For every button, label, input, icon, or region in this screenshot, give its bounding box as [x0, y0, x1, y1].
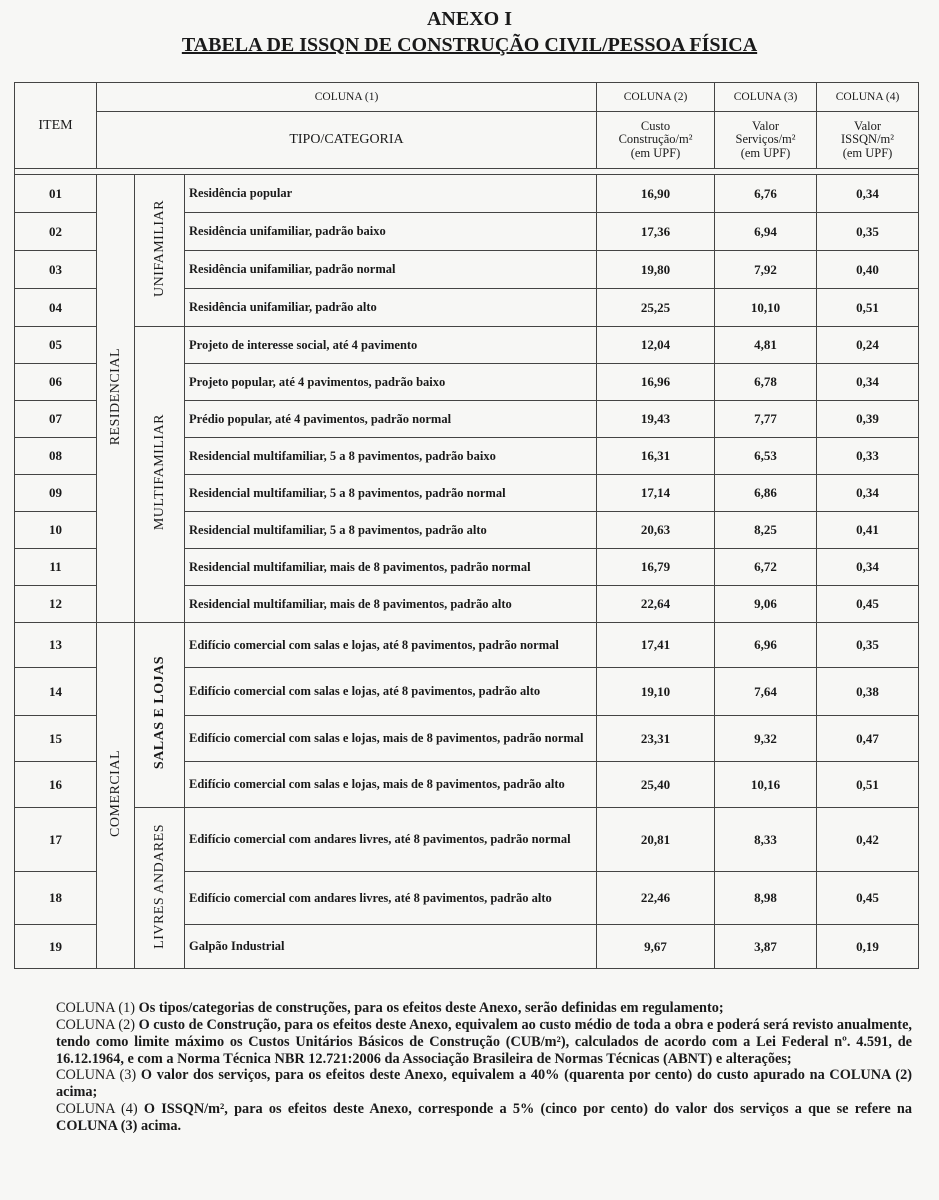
- custo-construcao-value: 19,10: [597, 668, 715, 716]
- valor-issqn-value: 0,40: [817, 251, 919, 289]
- custo-construcao-value: 12,04: [597, 327, 715, 364]
- note-1-label: COLUNA (1): [56, 1000, 139, 1016]
- valor-servicos-value: 8,25: [715, 512, 817, 549]
- valor-issqn-value: 0,51: [817, 289, 919, 327]
- subgroup-livres-andares-label: LIVRES ANDARES: [151, 823, 167, 949]
- valor-servicos-value: 6,86: [715, 475, 817, 512]
- valor-servicos-value: 9,32: [715, 716, 817, 762]
- category-description: Projeto popular, até 4 pavimentos, padrão baixo: [185, 364, 597, 401]
- valor-servicos-value: 6,53: [715, 438, 817, 475]
- header-col4: COLUNA (4): [817, 83, 919, 112]
- valor-servicos-value: 3,87: [715, 925, 817, 969]
- subgroup-multifamiliar: [135, 327, 185, 623]
- table-row: [15, 808, 919, 872]
- table-title: TABELA DE ISSQN DE CONSTRUÇÃO CIVIL/PESSOA FÍSICA: [181, 34, 758, 56]
- item-number: 10: [15, 512, 97, 549]
- category-description: Prédio popular, até 4 pavimentos, padrão normal: [185, 401, 597, 438]
- note-2-text: O custo de Construção, para os efeitos deste Anexo, equivalem ao custo médio de toda a obra e poderá será revisto anualmente, tendo como limite máximo os Custos Unitários Básicos de Construção (CUB/m²), calculados de acordo com a Lei Federal nº. 4.591, de 16.12.1964, e com a Norma Técnica NBR 12.721:2006 da Associação Brasileira de Normas Técnicas (ABNT) e alterações;: [56, 1016, 912, 1067]
- valor-servicos-value: 6,72: [715, 549, 817, 586]
- item-number: 08: [15, 438, 97, 475]
- category-description: Residência unifamiliar, padrão normal: [185, 251, 597, 289]
- category-description: Projeto de interesse social, até 4 pavimento: [185, 327, 597, 364]
- valor-issqn-value: 0,33: [817, 438, 919, 475]
- custo-construcao-value: 9,67: [597, 925, 715, 969]
- custo-construcao-value: 17,41: [597, 623, 715, 668]
- valor-issqn-value: 0,38: [817, 668, 919, 716]
- valor-issqn-value: 0,19: [817, 925, 919, 969]
- item-number: 13: [15, 623, 97, 668]
- custo-construcao-value: 16,96: [597, 364, 715, 401]
- custo-construcao-value: 25,25: [597, 289, 715, 327]
- valor-issqn-value: 0,35: [817, 623, 919, 668]
- category-description: Edifício comercial com salas e lojas, até 8 pavimentos, padrão normal: [185, 623, 597, 668]
- category-description: Residencial multifamiliar, 5 a 8 pavimentos, padrão alto: [185, 512, 597, 549]
- valor-servicos-value: 7,92: [715, 251, 817, 289]
- header-tipo: TIPO/CATEGORIA: [97, 112, 597, 169]
- group-comercial-label: COMERCIAL: [107, 750, 123, 837]
- valor-issqn-value: 0,47: [817, 716, 919, 762]
- valor-issqn-value: 0,34: [817, 364, 919, 401]
- item-number: 11: [15, 549, 97, 586]
- header-row-2: [15, 112, 919, 169]
- note-coluna-4: [56, 1101, 912, 1135]
- category-description: Residencial multifamiliar, 5 a 8 pavimentos, padrão normal: [185, 475, 597, 512]
- note-4-label: COLUNA (4): [56, 1101, 144, 1118]
- note-coluna-2: [56, 1017, 912, 1068]
- note-3-label: COLUNA (3): [56, 1067, 141, 1084]
- header-col1: COLUNA (1): [97, 83, 597, 112]
- subgroup-livres-andares: [135, 808, 185, 969]
- subgroup-unifamiliar-label: UNIFAMILIAR: [151, 199, 167, 297]
- table-row: [15, 175, 919, 213]
- table-row: [15, 623, 919, 668]
- item-number: 04: [15, 289, 97, 327]
- valor-servicos-value: 7,77: [715, 401, 817, 438]
- category-description: Edifício comercial com andares livres, até 8 pavimentos, padrão normal: [185, 808, 597, 872]
- header-custo: [597, 112, 715, 169]
- group-residencial: [97, 175, 135, 623]
- custo-construcao-value: 16,79: [597, 549, 715, 586]
- category-description: Edifício comercial com salas e lojas, até 8 pavimentos, padrão alto: [185, 668, 597, 716]
- custo-construcao-value: 16,31: [597, 438, 715, 475]
- custo-construcao-value: 22,46: [597, 872, 715, 925]
- valor-issqn-value: 0,34: [817, 475, 919, 512]
- valor-servicos-value: 8,33: [715, 808, 817, 872]
- header-issqn-line3: (em UPF): [842, 145, 893, 160]
- subgroup-salas-lojas-label: SALAS E LOJAS: [151, 656, 167, 770]
- custo-construcao-value: 25,40: [597, 762, 715, 808]
- valor-servicos-value: 8,98: [715, 872, 817, 925]
- item-number: 17: [15, 808, 97, 872]
- custo-construcao-value: 17,14: [597, 475, 715, 512]
- item-number: 06: [15, 364, 97, 401]
- annex-title: ANEXO I: [426, 8, 512, 30]
- note-2-label: COLUNA (2): [56, 1016, 139, 1033]
- category-description: Galpão Industrial: [185, 925, 597, 969]
- custo-construcao-value: 19,80: [597, 251, 715, 289]
- item-number: 19: [15, 925, 97, 969]
- custo-construcao-value: 17,36: [597, 213, 715, 251]
- header-issqn-line1: Valor: [853, 119, 882, 134]
- valor-servicos-value: 6,78: [715, 364, 817, 401]
- category-description: Residencial multifamiliar, mais de 8 pavimentos, padrão alto: [185, 586, 597, 623]
- category-description: Edifício comercial com salas e lojas, mais de 8 pavimentos, padrão alto: [185, 762, 597, 808]
- valor-issqn-value: 0,24: [817, 327, 919, 364]
- category-description: Edifício comercial com andares livres, até 8 pavimentos, padrão alto: [185, 872, 597, 925]
- item-number: 07: [15, 401, 97, 438]
- valor-servicos-value: 4,81: [715, 327, 817, 364]
- valor-issqn-value: 0,34: [817, 175, 919, 213]
- category-description: Residência unifamiliar, padrão baixo: [185, 213, 597, 251]
- header-issqn-line2: ISSQN/m²: [840, 132, 895, 147]
- category-description: Edifício comercial com salas e lojas, mais de 8 pavimentos, padrão normal: [185, 716, 597, 762]
- header-custo-line1: Custo: [640, 119, 671, 134]
- valor-servicos-value: 9,06: [715, 586, 817, 623]
- group-residencial-label: RESIDENCIAL: [107, 347, 123, 446]
- category-description: Residencial multifamiliar, mais de 8 pavimentos, padrão normal: [185, 549, 597, 586]
- valor-issqn-value: 0,41: [817, 512, 919, 549]
- header-col3: COLUNA (3): [715, 83, 817, 112]
- header-col2: COLUNA (2): [597, 83, 715, 112]
- valor-issqn-value: 0,45: [817, 586, 919, 623]
- custo-construcao-value: 16,90: [597, 175, 715, 213]
- item-number: 09: [15, 475, 97, 512]
- item-number: 03: [15, 251, 97, 289]
- note-coluna-1: [56, 1000, 912, 1017]
- column-notes: [56, 1000, 912, 1135]
- category-description: Residência popular: [185, 175, 597, 213]
- custo-construcao-value: 20,81: [597, 808, 715, 872]
- valor-servicos-value: 6,76: [715, 175, 817, 213]
- valor-servicos-value: 10,10: [715, 289, 817, 327]
- subgroup-unifamiliar: [135, 175, 185, 327]
- item-number: 12: [15, 586, 97, 623]
- item-number: 15: [15, 716, 97, 762]
- header-servicos-line2: Serviços/m²: [735, 132, 796, 147]
- header-custo-line3: (em UPF): [630, 145, 681, 160]
- valor-issqn-value: 0,51: [817, 762, 919, 808]
- valor-servicos-value: 7,64: [715, 668, 817, 716]
- valor-issqn-value: 0,45: [817, 872, 919, 925]
- category-description: Residência unifamiliar, padrão alto: [185, 289, 597, 327]
- header-servicos: [715, 112, 817, 169]
- item-number: 16: [15, 762, 97, 808]
- item-number: 14: [15, 668, 97, 716]
- note-3-text: O valor dos serviços, para os efeitos deste Anexo, equivalem a 40% (quarenta por cento) do custo apurado na COLUNA (2) acima;: [56, 1067, 912, 1101]
- valor-issqn-value: 0,34: [817, 549, 919, 586]
- custo-construcao-value: 19,43: [597, 401, 715, 438]
- item-number: 01: [15, 175, 97, 213]
- subgroup-salas-lojas: [135, 623, 185, 808]
- valor-issqn-value: 0,42: [817, 808, 919, 872]
- valor-servicos-value: 10,16: [715, 762, 817, 808]
- item-number: 05: [15, 327, 97, 364]
- valor-issqn-value: 0,39: [817, 401, 919, 438]
- header-custo-line2: Construção/m²: [618, 132, 693, 147]
- custo-construcao-value: 23,31: [597, 716, 715, 762]
- item-number: 02: [15, 213, 97, 251]
- custo-construcao-value: 20,63: [597, 512, 715, 549]
- custo-construcao-value: 22,64: [597, 586, 715, 623]
- header-issqn: [817, 112, 919, 169]
- category-description: Residencial multifamiliar, 5 a 8 pavimentos, padrão baixo: [185, 438, 597, 475]
- group-comercial: [97, 623, 135, 969]
- header-item: ITEM: [15, 83, 97, 169]
- header-servicos-line3: (em UPF): [740, 145, 791, 160]
- item-number: 18: [15, 872, 97, 925]
- note-coluna-3: [56, 1067, 912, 1101]
- issqn-table: [14, 82, 919, 969]
- note-1-text: Os tipos/categorias de construções, para os efeitos deste Anexo, serão definidas em regulamento;: [138, 1000, 724, 1016]
- valor-servicos-value: 6,94: [715, 213, 817, 251]
- valor-issqn-value: 0,35: [817, 213, 919, 251]
- note-4-text: O ISSQN/m², para os efeitos deste Anexo, corresponde a 5% (cinco por cento) do valor dos serviços a que se refere na COLUNA (3) acima.: [56, 1101, 912, 1135]
- header-servicos-line1: Valor: [751, 119, 780, 134]
- table-row: [15, 327, 919, 364]
- issqn-table-wrapper: [14, 82, 918, 969]
- subgroup-multifamiliar-label: MULTIFAMILIAR: [151, 414, 167, 531]
- header-row-1: [15, 83, 919, 112]
- valor-servicos-value: 6,96: [715, 623, 817, 668]
